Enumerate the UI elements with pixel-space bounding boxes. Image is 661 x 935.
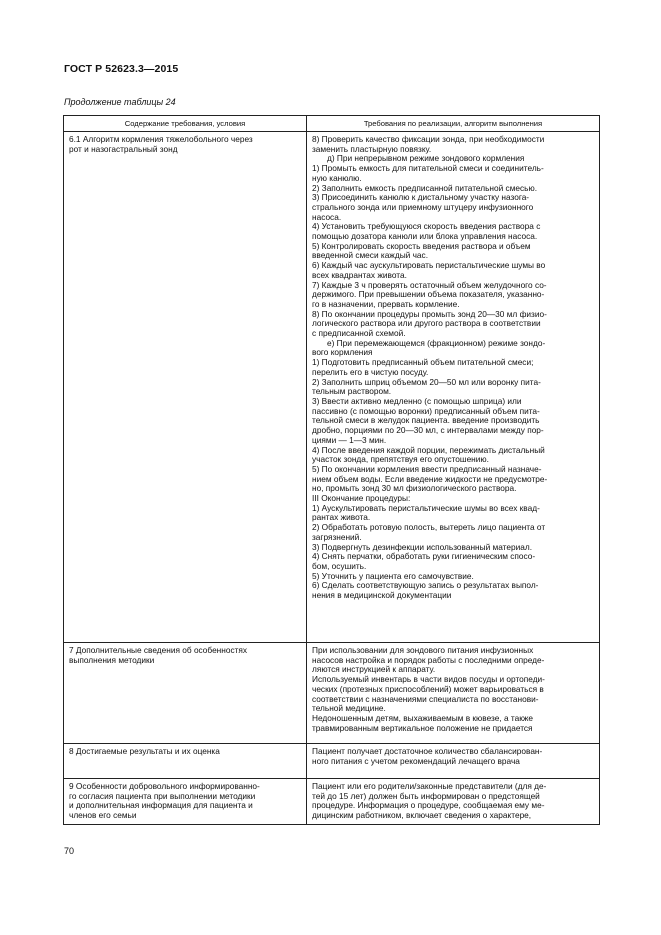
text-line: тей до 15 лет) должен быть информирован о предстоящей [312, 790, 540, 801]
text-line: бом, осушить. [312, 560, 367, 571]
text-line: III Окончание процедуры: [312, 493, 411, 504]
text-line: 1) Промыть емкость для питательной смеси и соединитель- [312, 163, 544, 174]
text-line: стрального зонда или приемному штуцеру инфузионного [312, 201, 534, 212]
text-line: го согласия пациента при выполнении методики [69, 790, 256, 801]
text-line: введенной смеси каждый час. [312, 250, 428, 261]
text-line: 4) Установить требующуюся скорость введения раствора с [312, 221, 541, 232]
text-line: тельной медицине. [312, 703, 386, 714]
text-line: ного питания с учетом рекомендаций лечащего врача [312, 755, 520, 766]
row-7-algorithm [307, 643, 600, 744]
requirements-table [63, 115, 600, 825]
text-line: держимого. При превышении объема показателя, указанно- [312, 289, 545, 300]
page-number: 70 [64, 846, 75, 856]
text-line: ную канюлю. [312, 172, 362, 183]
text-line: насоса. [312, 211, 342, 222]
text-line: рот и назогастральный зонд [69, 143, 178, 154]
text-line: 7) Каждые 3 ч проверять остаточный объем желудочного со- [312, 279, 547, 290]
text-line: вого кормления [312, 347, 373, 358]
text-line: 2) Заполнить шприц объемом 20—50 мл или воронку пита- [312, 376, 541, 387]
text-line: го в назначении, прервать кормление. [312, 298, 460, 309]
row-7-condition [64, 643, 307, 744]
text-line: 9 Особенности добровольного информированно- [69, 781, 260, 791]
text-line: д) При непрерывном режиме зондового кормления [327, 153, 525, 164]
text-line: членов его семьи [69, 810, 137, 821]
text-line: процедуре. Информация о процедуре, сообщаемая ему ме- [312, 800, 545, 811]
text-line: дробно, порциями по 20—30 мл, с интервалами между пор- [312, 425, 544, 436]
text-line: Пациент получает достаточное количество сбалансирован- [312, 746, 543, 756]
document-id: ГОСТ Р 52623.3—2015 [64, 63, 179, 75]
text-line: При использовании для зондового питания инфузионных [312, 645, 534, 655]
table-row [64, 132, 600, 643]
text-line: 6.1 Алгоритм кормления тяжелобольного через [69, 134, 253, 144]
text-line: циями — 1—3 мин. [312, 434, 387, 445]
text-line: 5) Контролировать скорость введения раствора и объем [312, 240, 531, 251]
text-line: участок зонда, препятствуя его опустошению. [312, 454, 489, 465]
column-header-conditions: Содержание требования, условия [64, 116, 307, 132]
row-8-condition [64, 744, 307, 779]
table-caption: Продолжение таблицы 24 [64, 97, 176, 107]
text-line: 5) Уточнить у пациента его самочувствие. [312, 570, 474, 581]
text-line: ческих (протезных приспособлений) может варьироваться в [312, 683, 544, 694]
text-line: и дополнительная информация для пациента и [69, 800, 253, 811]
row-6-1-condition [64, 132, 307, 643]
text-line: пассивно (с помощью воронки) предписанный объем пита- [312, 405, 540, 416]
text-line: рантах живота. [312, 512, 371, 523]
table-row [64, 779, 600, 825]
text-line: нения в медицинской документации [312, 590, 452, 601]
text-line: Пациент или его родители/законные представители (для де- [312, 781, 547, 791]
text-line: тельным раствором. [312, 386, 392, 397]
text-line: 3) Ввести активно медленно (с помощью шприца) или [312, 395, 522, 406]
column-header-algorithm: Требования по реализации, алгоритм выполнения [307, 116, 600, 132]
text-line: логического раствора или другого раствора в соответствии [312, 318, 541, 329]
text-line: дицинским работником, включает сведения о характере, [312, 810, 532, 821]
text-line: 8 Достигаемые результаты и их оценка [69, 746, 220, 756]
text-line: ляются инструкцией к аппарату. [312, 664, 436, 675]
text-line: тельной смеси в желудок пациента. введение производить [312, 415, 540, 426]
text-line: заменить пластырную повязку. [312, 143, 432, 154]
text-line: нием объем воды. Если введение жидкости не предусмотре- [312, 473, 548, 484]
row-8-algorithm [307, 744, 600, 779]
table-header-row [64, 116, 600, 132]
text-line: 4) Снять перчатки, обработать руки гигиеническим спосо- [312, 551, 536, 562]
text-line: загрязнений. [312, 531, 362, 542]
text-line: с предписанной схемой. [312, 328, 406, 339]
text-line: выполнения методики [69, 654, 155, 665]
text-line: Используемый инвентарь в части видов посуды и ортопеди- [312, 674, 545, 685]
row-9-condition [64, 779, 307, 825]
table-row [64, 643, 600, 744]
text-line: 6) Каждый час аускультировать перистальтические шумы во [312, 260, 546, 271]
text-line: 7 Дополнительные сведения об особенностях [69, 645, 248, 655]
text-line: 1) Подготовить предписанный объем питательной смеси; [312, 357, 534, 368]
text-line: 6) Сделать соответствующую запись о результатах выпол- [312, 580, 539, 591]
text-line: помощью дозатора канюли или блока управления насоса. [312, 231, 538, 242]
text-line: Недоношенным детям, выхаживаемым в кювезе, а также [312, 712, 533, 723]
text-line: насосов настройка и порядок работы с последними опреде- [312, 654, 545, 665]
text-line: 5) По окончании кормления ввести предписанный назначе- [312, 463, 542, 474]
row-9-algorithm [307, 779, 600, 825]
text-line: 3) Присоединить канюлю к дистальному участку назога- [312, 192, 530, 203]
table-row [64, 744, 600, 779]
text-line: 8) Проверить качество фиксации зонда, при необходимости [312, 134, 545, 144]
text-line: 4) После введения каждой порции, пережимать дистальный [312, 444, 545, 455]
row-6-1-algorithm [307, 132, 600, 643]
text-line: 1) Аускультировать перистальтические шумы во всех квад- [312, 502, 540, 513]
text-line: травмированным вертикальное положение не придается [312, 722, 533, 733]
text-line: е) При перемежающемся (фракционном) режиме зондо- [327, 337, 546, 348]
text-line: соответствии с назначениями специалиста по восстанови- [312, 693, 539, 704]
text-line: но, промыть зонд 30 мл физиологического раствора. [312, 483, 517, 494]
text-line: 2) Заполнить емкость предписанной питательной смесью. [312, 182, 538, 193]
text-line: 3) Подвергнуть дезинфекции использованный материал. [312, 541, 532, 552]
text-line: перелить его в чистую посуду. [312, 366, 429, 377]
text-line: 2) Обработать ротовую полость, вытереть лицо пациента от [312, 522, 546, 533]
text-line: 8) По окончании процедуры промыть зонд 20—30 мл физио- [312, 308, 547, 319]
text-line: всех квадрантах живота. [312, 269, 407, 280]
